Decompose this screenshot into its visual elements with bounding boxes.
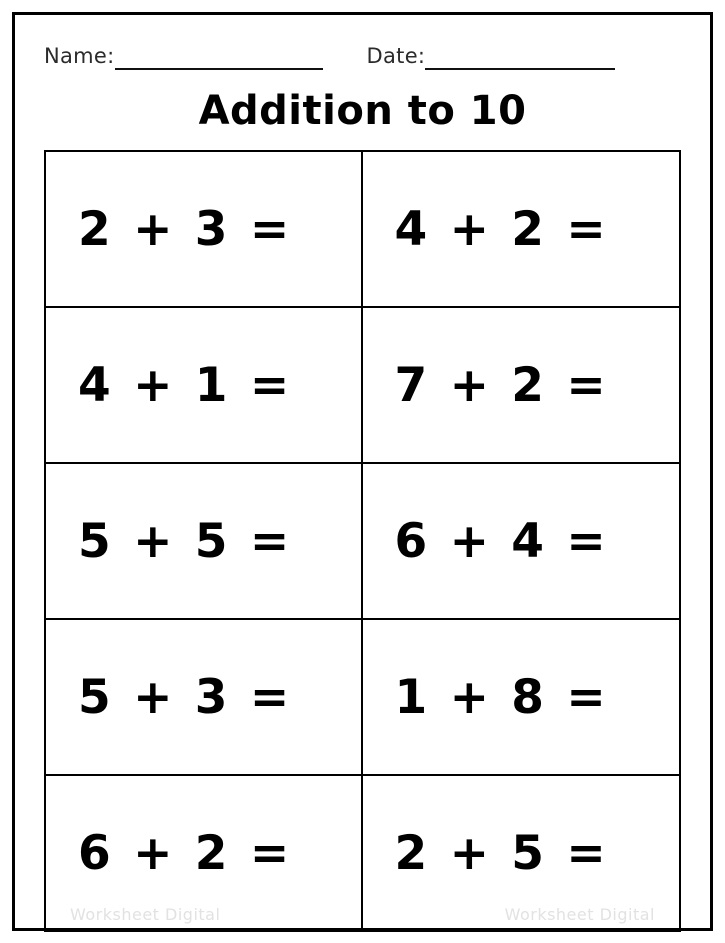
table-row	[46, 308, 679, 464]
problem-text: 4 + 2 =	[394, 201, 609, 257]
problem-text: 5 + 3 =	[78, 669, 293, 725]
date-write-line[interactable]	[425, 48, 615, 70]
page-title: Addition to 10	[198, 88, 527, 134]
watermark-left: Worksheet Digital	[70, 905, 221, 924]
table-row	[46, 464, 679, 620]
problems-grid	[44, 150, 681, 932]
name-write-line[interactable]	[115, 48, 323, 70]
problem-cell[interactable]	[46, 308, 363, 462]
table-row	[46, 620, 679, 776]
problem-cell[interactable]	[363, 308, 680, 462]
worksheet-content	[44, 36, 681, 932]
problem-cell[interactable]	[363, 620, 680, 774]
problem-text: 2 + 5 =	[394, 825, 609, 881]
problem-cell[interactable]	[46, 152, 363, 306]
problem-text: 7 + 2 =	[394, 357, 609, 413]
problem-text: 6 + 2 =	[78, 825, 293, 881]
name-date-row	[44, 36, 681, 70]
problem-cell[interactable]	[46, 776, 363, 930]
date-label: Date:	[366, 44, 426, 68]
name-label: Name:	[44, 44, 115, 68]
problem-cell[interactable]	[46, 464, 363, 618]
problem-text: 1 + 8 =	[394, 669, 609, 725]
problem-cell[interactable]	[363, 152, 680, 306]
problem-cell[interactable]	[363, 776, 680, 930]
table-row	[46, 152, 679, 308]
problem-text: 2 + 3 =	[78, 201, 293, 257]
table-row	[46, 776, 679, 930]
problem-cell[interactable]	[363, 464, 680, 618]
watermark-right: Worksheet Digital	[504, 905, 655, 924]
problem-text: 5 + 5 =	[78, 513, 293, 569]
problem-text: 4 + 1 =	[78, 357, 293, 413]
problem-cell[interactable]	[46, 620, 363, 774]
problem-text: 6 + 4 =	[394, 513, 609, 569]
